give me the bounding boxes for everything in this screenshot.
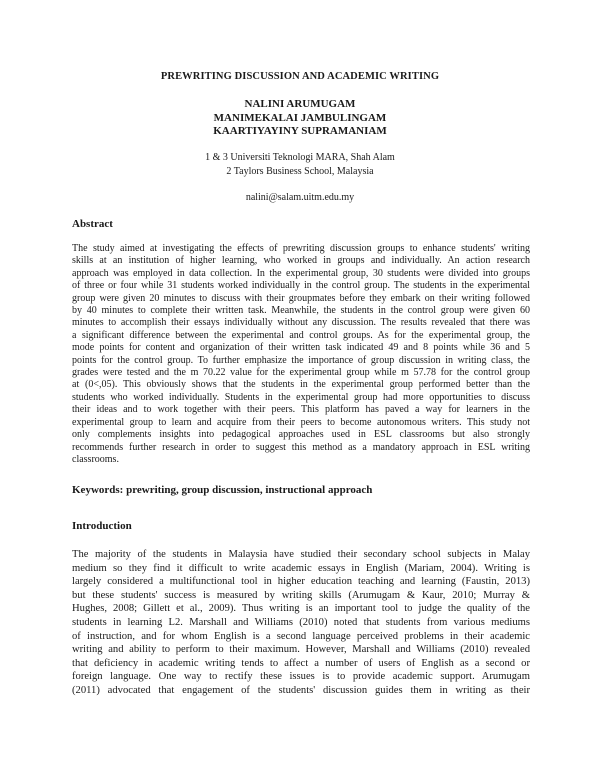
abstract-line: The study aimed at investigating the effects of prewriting discussion groups to enhance students' writing [72, 243, 530, 254]
abstract-line: a significant difference between the experimental and control groups. As for the experimental group, the [72, 329, 530, 341]
abstract-line: experimental group to learn and acquire from their peers to become autonomous writers. This study not [72, 416, 530, 428]
introduction-line: foreign language. One way to rectify these issues is to provide academic support. Arumugam [72, 671, 530, 683]
abstract-line: of three or four while 31 students worked individually in the control group. The students in the experimental [72, 280, 530, 292]
introduction-line: The majority of the students in Malaysia have studied their secondary school subjects in Malay [72, 549, 530, 560]
abstract-line: only complements insights into pedagogical approaches used in ESL classrooms but also strongly [72, 429, 530, 441]
author-list [0, 98, 600, 139]
abstract-line: minutes to accomplish their essays individually without any discussion. The results revealed that there was [72, 317, 530, 329]
introduction-line: medium so they find it difficult to write academic essays in English (Mariam, 2004). Writing is [72, 562, 530, 574]
abstract-line: points for the control group. To further emphasize the importance of group discussion in writing class, the [72, 354, 530, 366]
introduction-line: writing and ability to perform to their maximum. However, Marshall and Williams (2010) revealed [72, 644, 530, 656]
author-email: nalini@salam.uitm.edu.my [245, 192, 355, 203]
introduction-line: of instruction, and for whom English is a second language perceived problems in their academic [72, 630, 530, 642]
author-name: KAARTIYAYINY SUPRAMANIAM [213, 125, 387, 137]
keywords-line: Keywords: prewriting, group discussion, instructional approach [72, 484, 373, 496]
abstract-line: skills at an institution of higher learning, who worked in groups and individually. An action research [72, 255, 530, 267]
abstract-line: group were given 20 minutes to discuss with their groupmates before they embark on their writing followed [72, 292, 530, 304]
introduction-line: Hughes, 2008; Gillett et al., 2009). Thus writing is an important tool to judge the quality of the [72, 603, 530, 615]
abstract-line: grades were tested and the m 70.22 value for the experimental group while m 57.78 for the control group [72, 367, 530, 379]
abstract-line: mode points for content and organization of their written task indicated 49 and 8 points while 36 and 5 [72, 342, 530, 354]
introduction-line: but these students' success is measured by writing skills (Arumugam & Kaur, 2010; Murray & [72, 589, 530, 601]
affiliations [0, 151, 600, 178]
introduction-line: that deficiency in academic writing tends to affect a number of users of English as a second or [72, 657, 530, 669]
abstract-line: recommends further research in order to suggest this method as a mandatory approach in ESL writing [72, 441, 530, 453]
introduction-body [72, 548, 530, 698]
author-name: MANIMEKALAI JAMBULINGAM [213, 111, 387, 124]
author-name: NALINI ARUMUGAM [244, 98, 356, 110]
affiliation-line: 1 & 3 Universiti Teknologi MARA, Shah Alam [205, 152, 395, 163]
abstract-line: approach was employed in data collection. In the experimental group, 30 students were divided into groups [72, 267, 530, 279]
introduction-line: largely considered a multifunctional tool in higher education teaching and learning (Faustin, 2013) [72, 576, 530, 588]
abstract-line: by 40 minutes to complete their written task. Meanwhile, the students in the control group were given 60 [72, 305, 530, 317]
affiliation-line: 2 Taylors Business School, Malaysia [226, 165, 374, 177]
introduction-heading: Introduction [72, 520, 132, 532]
abstract-line: their ideas and to work together with their peers. This platform has paved a way for learners in the [72, 404, 530, 416]
introduction-line: students in learning L2. Marshall and Williams (2010) noted that students from various mediums [72, 616, 530, 628]
abstract-line: students who worked individually. Students in the experimental group had more opportunities to discuss [72, 391, 530, 403]
abstract-body [72, 243, 530, 466]
abstract-line: at (0<,05). This obviously shows that the students in the experimental group performed better than the [72, 379, 530, 391]
introduction-line: (2011) advocated that engagement of the students' discussion guides them in writing as their [72, 684, 530, 696]
abstract-line: classrooms. [72, 453, 119, 465]
abstract-heading: Abstract [72, 218, 113, 230]
paper-title: PREWRITING DISCUSSION AND ACADEMIC WRITING [160, 71, 440, 82]
